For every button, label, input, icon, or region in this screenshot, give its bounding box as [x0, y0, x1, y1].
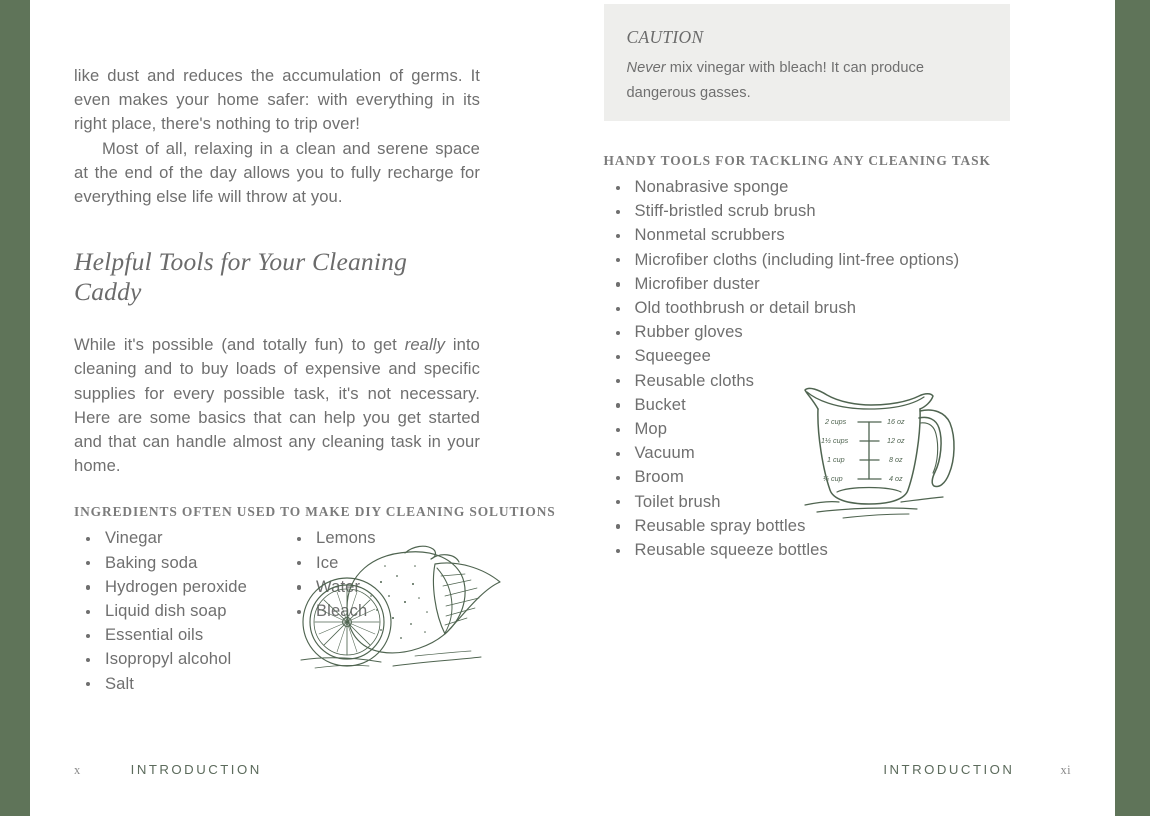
svg-text:8 oz: 8 oz — [888, 455, 903, 464]
paragraph-text-post: into cleaning and to buy loads of expensive and specific supplies for every possible task, it's not necessary. Here are some basics that can help you get started and that can handle almost any cleaning task in your home. — [74, 335, 480, 476]
emphasis-really: really — [404, 335, 445, 355]
svg-text:4 oz: 4 oz — [888, 474, 903, 483]
left-page-text-column — [74, 64, 556, 696]
list-item: Essential oils — [74, 623, 285, 647]
list-item: Reusable spray bottles — [604, 514, 1014, 538]
footer-right — [883, 762, 1071, 778]
page-edge-left-decoration — [0, 0, 30, 816]
list-item: Salt — [74, 672, 285, 696]
list-item: Rubber gloves — [604, 320, 1014, 344]
list-item: Reusable cloths — [604, 369, 1014, 393]
ingredients-column-two — [285, 526, 480, 695]
paragraph-most-of-all: Most of all, relaxing in a clean and serene space at the end of the day allows you to fully recharge for everything else life will throw at you. — [74, 138, 480, 207]
svg-text:1½ cups: 1½ cups — [820, 436, 848, 445]
list-item: Water — [285, 575, 480, 599]
running-head-left: INTRODUCTION — [130, 762, 262, 777]
caution-body — [627, 56, 984, 106]
list-item: Broom — [604, 465, 1014, 489]
svg-text:2 cups: 2 cups — [824, 417, 846, 426]
page-edge-right-decoration — [1115, 0, 1150, 816]
ingredients-two-column-list — [74, 526, 480, 695]
page-number-right: xi — [1060, 763, 1071, 777]
page-number-left: x — [74, 763, 81, 777]
list-item: Stiff-bristled scrub brush — [604, 199, 1014, 223]
list-item: Hydrogen peroxide — [74, 575, 285, 599]
svg-text:1 cup: 1 cup — [826, 455, 845, 464]
list-item: Mop — [604, 417, 1014, 441]
svg-text:16 oz: 16 oz — [886, 417, 905, 426]
list-item: Liquid dish soap — [74, 599, 285, 623]
list-item: Vacuum — [604, 441, 1014, 465]
list-item: Microfiber duster — [604, 272, 1014, 296]
list-item: Vinegar — [74, 526, 285, 550]
page-left — [30, 0, 573, 816]
list-item: Nonmetal scrubbers — [604, 223, 1014, 247]
caution-body-rest: mix vinegar with bleach! It can produce dangerous gasses. — [626, 60, 925, 101]
svg-text:½ cup: ½ cup — [822, 474, 843, 483]
section-heading-helpful-tools: Helpful Tools for Your Cleaning Caddy — [74, 247, 408, 307]
paragraph-text-pre: While it's possible (and totally fun) to get — [74, 335, 405, 355]
list-heading-ingredients: INGREDIENTS OFTEN USED TO MAKE DIY CLEANING SOLUTIONS — [74, 504, 556, 520]
caution-title: CAUTION — [626, 27, 704, 47]
list-item: Nonabrasive sponge — [604, 175, 1014, 199]
list-item: Isopropyl alcohol — [74, 647, 285, 671]
footer-left — [74, 762, 262, 778]
list-item: Squeegee — [604, 344, 1014, 368]
ingredients-column-one — [74, 526, 285, 695]
handy-tools-list — [604, 175, 1014, 562]
emphasis-never: Never — [626, 60, 666, 76]
list-item: Old toothbrush or detail brush — [604, 296, 1014, 320]
list-item: Reusable squeeze bottles — [604, 538, 1014, 562]
list-item: Microfiber cloths (including lint-free options) — [604, 248, 1014, 272]
book-spread — [30, 0, 1115, 816]
list-item: Bucket — [604, 393, 1014, 417]
running-head-right: INTRODUCTION — [883, 762, 1015, 777]
paragraph-continuation: like dust and reduces the accumulation of germs. It even makes your home safer: with everything in its right place, there's nothing to trip over! — [74, 66, 480, 134]
right-page-list-column — [604, 153, 1014, 562]
list-item: Bleach — [285, 599, 480, 623]
list-item: Toilet brush — [604, 490, 1014, 514]
list-item: Lemons — [285, 526, 480, 550]
page-right — [573, 0, 1116, 816]
list-heading-handy-tools: HANDY TOOLS FOR TACKLING ANY CLEANING TASK — [603, 153, 991, 168]
list-item: Ice — [285, 551, 480, 575]
caution-callout-box — [604, 4, 1010, 121]
list-item: Baking soda — [74, 551, 285, 575]
paragraph-while-its-possible — [74, 333, 480, 478]
svg-text:12 oz: 12 oz — [886, 436, 905, 445]
